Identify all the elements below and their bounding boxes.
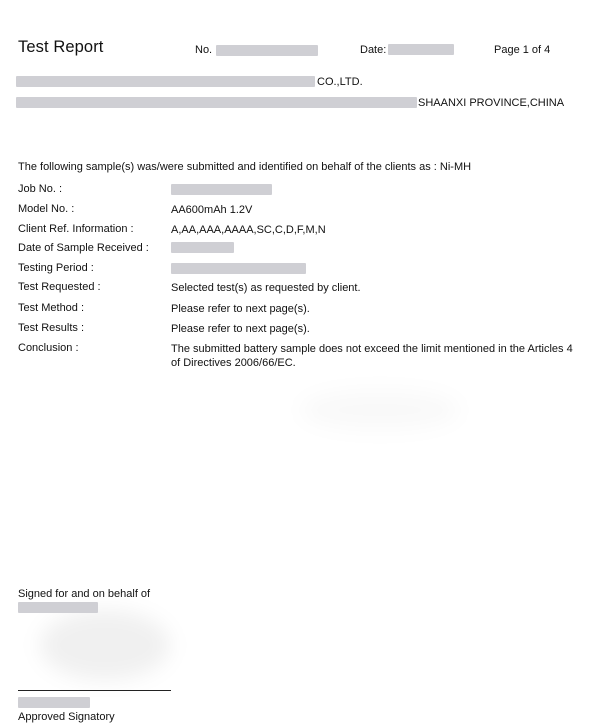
- conclusion-value: The submitted battery sample does not exceed the limit mentioned in the Articles 4 of Directives 2006/66/EC.: [171, 343, 573, 369]
- redacted-report-date: [388, 44, 454, 55]
- redacted-date-received: [171, 242, 234, 253]
- test-results-value: Please refer to next page(s).: [171, 323, 310, 335]
- test-results-label: Test Results :: [18, 322, 85, 334]
- report-date-label: Date:: [360, 44, 387, 56]
- signature-line: [18, 690, 171, 691]
- intro-statement: The following sample(s) was/were submitted and identified on behalf of the clients as : Ni-MH: [18, 161, 472, 173]
- background-smudge: [40, 610, 170, 680]
- report-number-label: No.: [195, 44, 213, 56]
- background-smudge: [300, 390, 460, 430]
- testing-period-label: Testing Period :: [18, 262, 94, 274]
- job-no-label: Job No. :: [18, 183, 63, 195]
- redacted-signing-company: [18, 602, 98, 613]
- approved-signatory-label: Approved Signatory: [18, 711, 115, 723]
- page-indicator: Page 1 of 4: [494, 44, 551, 56]
- model-no-value: AA600mAh 1.2V: [171, 204, 253, 216]
- client-ref-value: A,AA,AAA,AAAA,SC,C,D,F,M,N: [171, 224, 326, 236]
- redacted-report-number: [216, 45, 318, 56]
- report-title: Test Report: [18, 38, 104, 56]
- redacted-signatory-name: [18, 697, 90, 708]
- redacted-job-no: [171, 184, 272, 195]
- company-suffix: CO.,LTD.: [317, 76, 363, 88]
- test-requested-value: Selected test(s) as requested by client.: [171, 282, 361, 294]
- test-requested-label: Test Requested :: [18, 281, 101, 293]
- redacted-company-address: [16, 97, 417, 108]
- model-no-label: Model No. :: [18, 203, 75, 215]
- test-method-label: Test Method :: [18, 302, 85, 314]
- date-received-label: Date of Sample Received :: [18, 242, 149, 254]
- test-method-value: Please refer to next page(s).: [171, 303, 310, 315]
- redacted-testing-period: [171, 263, 306, 274]
- signed-on-behalf-label: Signed for and on behalf of: [18, 588, 151, 600]
- redacted-company-name: [16, 76, 315, 87]
- address-suffix: SHAANXI PROVINCE,CHINA: [418, 97, 565, 109]
- client-ref-label: Client Ref. Information :: [18, 223, 134, 235]
- conclusion-label: Conclusion :: [18, 342, 79, 354]
